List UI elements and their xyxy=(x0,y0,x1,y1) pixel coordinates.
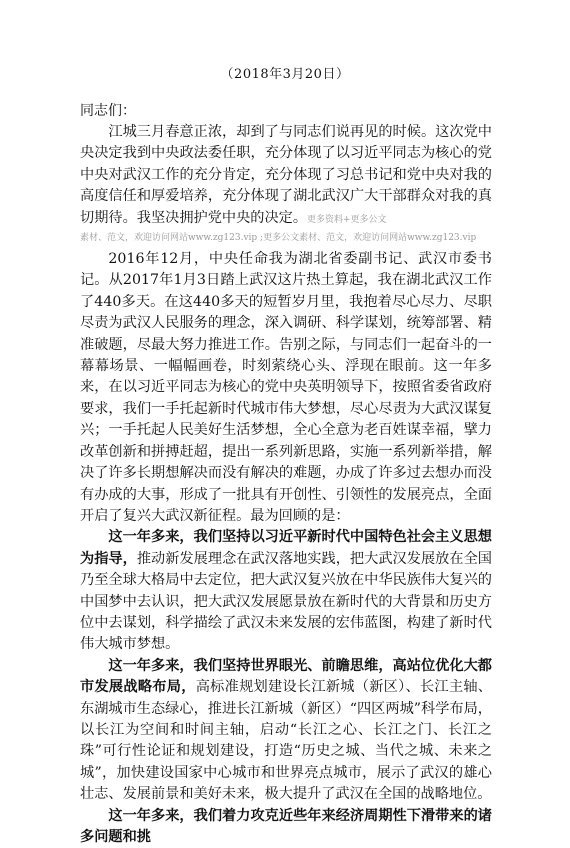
watermark-line: 素材、范文，欢迎访问网站www.zg123.vip ;更多公文素材、范文，欢迎访问网站www.zg123.vip xyxy=(80,233,477,244)
paragraph-5-lead: 这一年多来，我们着力攻克近些年来经济周期性下滑带来的诸多问题和挑 xyxy=(80,807,492,845)
paragraph-3-text: 推动新发展理念在武汉落地实践，把大武汉发展放在全国乃至全球大格局中去定位，把大武汉复兴放在中华民族伟大复兴的中国梦中去认识，把大武汉发展愿景放在新时代的大背景和历史方位中去谋划，科学描绘了武汉未来发展的宏伟蓝图，构建了新时代伟大城市梦想。 xyxy=(80,550,492,653)
paragraph-3 xyxy=(80,527,492,655)
paragraph-5 xyxy=(80,806,492,848)
paragraph-1 xyxy=(80,122,492,229)
paragraph-4-lead: 这一年多来，我们坚持世界眼光、前瞻思维，高站位优化大都市发展战略布局， xyxy=(80,657,492,696)
document-date: （2018年3月20日） xyxy=(220,67,350,82)
paragraph-2: 2016年12月，中央任命我为湖北省委副书记、武汉市委书记。从2017年1月3日踏上武汉这片热土算起，我在湖北武汉工作了440多天。在这440多天的短暂岁月里，我抱着尽心尽力、尽职尽责为武汉人民服务的理念，深入调研、科学谋划，统筹部署、精准破题，尽最大努力推进工作。告别之际，与同志们一起奋斗的一幕幕场景、一幅幅画卷，时刻萦绕心头、浮现在眼前。这一年多来，在以习近平同志为核心的党中央英明领导下，按照省委省政府要求，我们一手托起新时代城市伟大梦想，尽心尽责为大武汉谋复兴；一手托起人民美好生活梦想，全心全意为老百姓谋幸福，擘力改革创新和拼搏赶超，提出一系列新思路，实施一系列新举措，解决了许多长期想解决而没有解决的难题，办成了许多过去想办而没有办成的大事，形成了一批具有开创性、引领性的发展亮点，全面开启了复兴大武汉新征程。最为回顾的是： xyxy=(80,251,492,524)
document-body xyxy=(80,122,492,848)
salutation: 同志们： xyxy=(80,103,136,119)
paragraph-3-lead: 这一年多来，我们坚持以习近平新时代中国特色社会主义思想为指导， xyxy=(80,529,492,567)
inline-watermark: 更多资料+更多公文 xyxy=(307,214,387,225)
paragraph-4 xyxy=(80,656,492,806)
paragraph-1-text: 江城三月春意正浓，却到了与同志们说再见的时候。这次党中央决定我到中央政法委任职，充分体现了以习近平同志为核心的党中央对武汉工作的充分肯定，充分体现了习总书记和党中央对我的高度信任和厚爱培养，充分体现了湖北武汉广大干部群众对我的真切期待。我坚决拥护党中央的决定。 xyxy=(80,124,492,226)
paragraph-4-text: 高标准规划建设长江新城（新区）、长江主轴、东湖城市生态绿心，推进长江新城（新区）“四区两城”科学布局，以长江为空间和时间主轴，启动“长江之心、长江之门、长江之珠”可行性论证和规划建设，打造“历史之城、当代之城、未来之城”，加快建设国家中心城市和世界亮点城市，展示了武汉的雄心壮志、发展前景和美好未来，极大提升了武汉在全国的战略地位。 xyxy=(80,679,492,803)
